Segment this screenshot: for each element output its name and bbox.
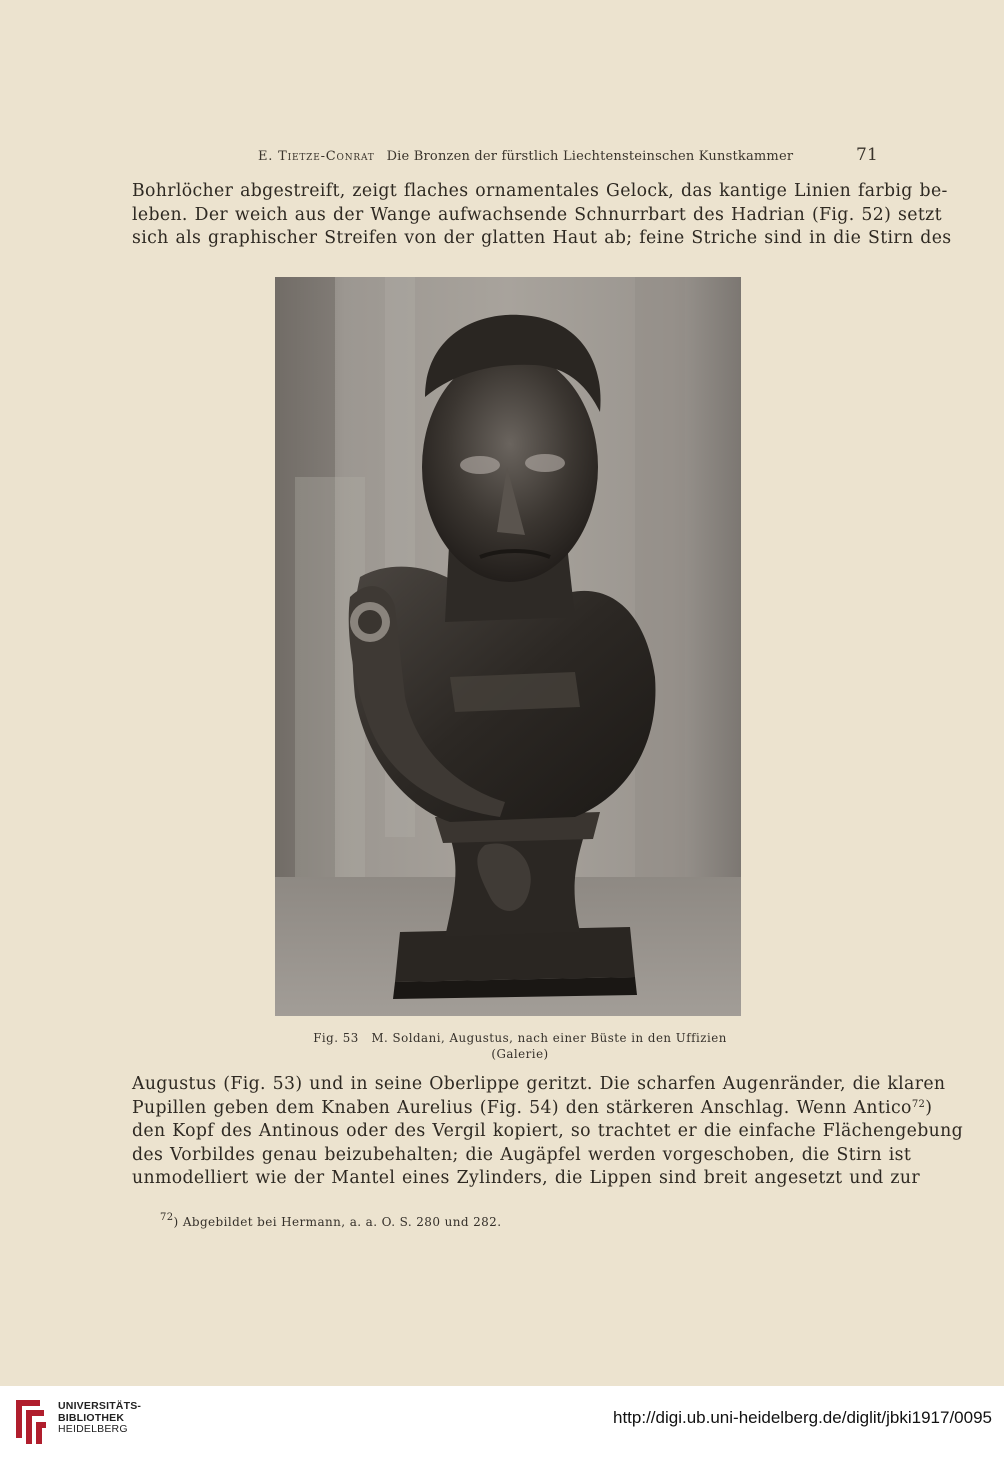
footnote-text: ) Abgebildet bei Hermann, a. a. O. S. 280 und 282. — [173, 1215, 502, 1229]
permalink-url[interactable]: http://digi.ub.uni-heidelberg.de/diglit/jbki1917/0095 — [613, 1408, 992, 1427]
caption-line: Fig. 53 M. Soldani, Augustus, nach einer Büste in den Uffizien — [313, 1031, 727, 1045]
library-name-line: BIBLIOTHEK — [58, 1411, 125, 1424]
text-line-part: Pupillen geben dem Knaben Aurelius (Fig. 54) den stärkeren Anschlag. Wenn Antico — [132, 1097, 912, 1118]
header-author: E. Tietze-Conrat — [258, 149, 375, 164]
footnote — [160, 1212, 760, 1229]
text-line — [132, 1097, 933, 1121]
library-name-line: UNIVERSITÄTS- — [58, 1400, 142, 1412]
text-line-part: ) — [925, 1097, 933, 1118]
running-head — [238, 145, 878, 165]
page-number: 71 — [855, 145, 878, 165]
library-name — [58, 1401, 141, 1436]
viewer-footer — [0, 1386, 1004, 1458]
bust-illustration — [275, 277, 741, 1016]
text-line: sich als graphischer Streifen von der glatten Haut ab; feine Striche sind in die Stirn des — [132, 228, 952, 249]
library-logo-icon — [10, 1394, 50, 1448]
text-line: Bohrlöcher abgestreift, zeigt flaches ornamentales Gelock, das kantige Linien farbig be- — [132, 181, 948, 201]
text-line: des Vorbildes genau beizubehalten; die Augäpfel werden vorgeschoben, die Stirn ist — [132, 1144, 912, 1165]
header-title: Die Bronzen der fürstlich Liechtensteinschen Kunstkammer — [386, 149, 794, 164]
text-line: den Kopf des Antinous oder des Vergil kopiert, so trachtet er die einfache Flächengebung — [132, 1121, 963, 1142]
figure-caption — [300, 1030, 740, 1062]
library-name-line: HEIDELBERG — [58, 1423, 128, 1435]
footnote-reference: 72 — [911, 1098, 926, 1110]
paragraph-top — [132, 180, 952, 251]
figure-photo-augustus-bust — [275, 277, 741, 1016]
text-line: leben. Der weich aus der Wange aufwachsende Schnurrbart des Hadrian (Fig. 52) setzt — [132, 204, 942, 225]
text-line: Augustus (Fig. 53) und in seine Oberlippe geritzt. Die scharfen Augenränder, die klaren — [132, 1074, 946, 1094]
paragraph-bottom — [132, 1073, 963, 1191]
text-line: unmodelliert wie der Mantel eines Zylinders, die Lippen sind breit angesetzt und zur — [132, 1168, 920, 1189]
footnote-marker: 72 — [160, 1212, 174, 1223]
caption-line: (Galerie) — [491, 1047, 549, 1061]
